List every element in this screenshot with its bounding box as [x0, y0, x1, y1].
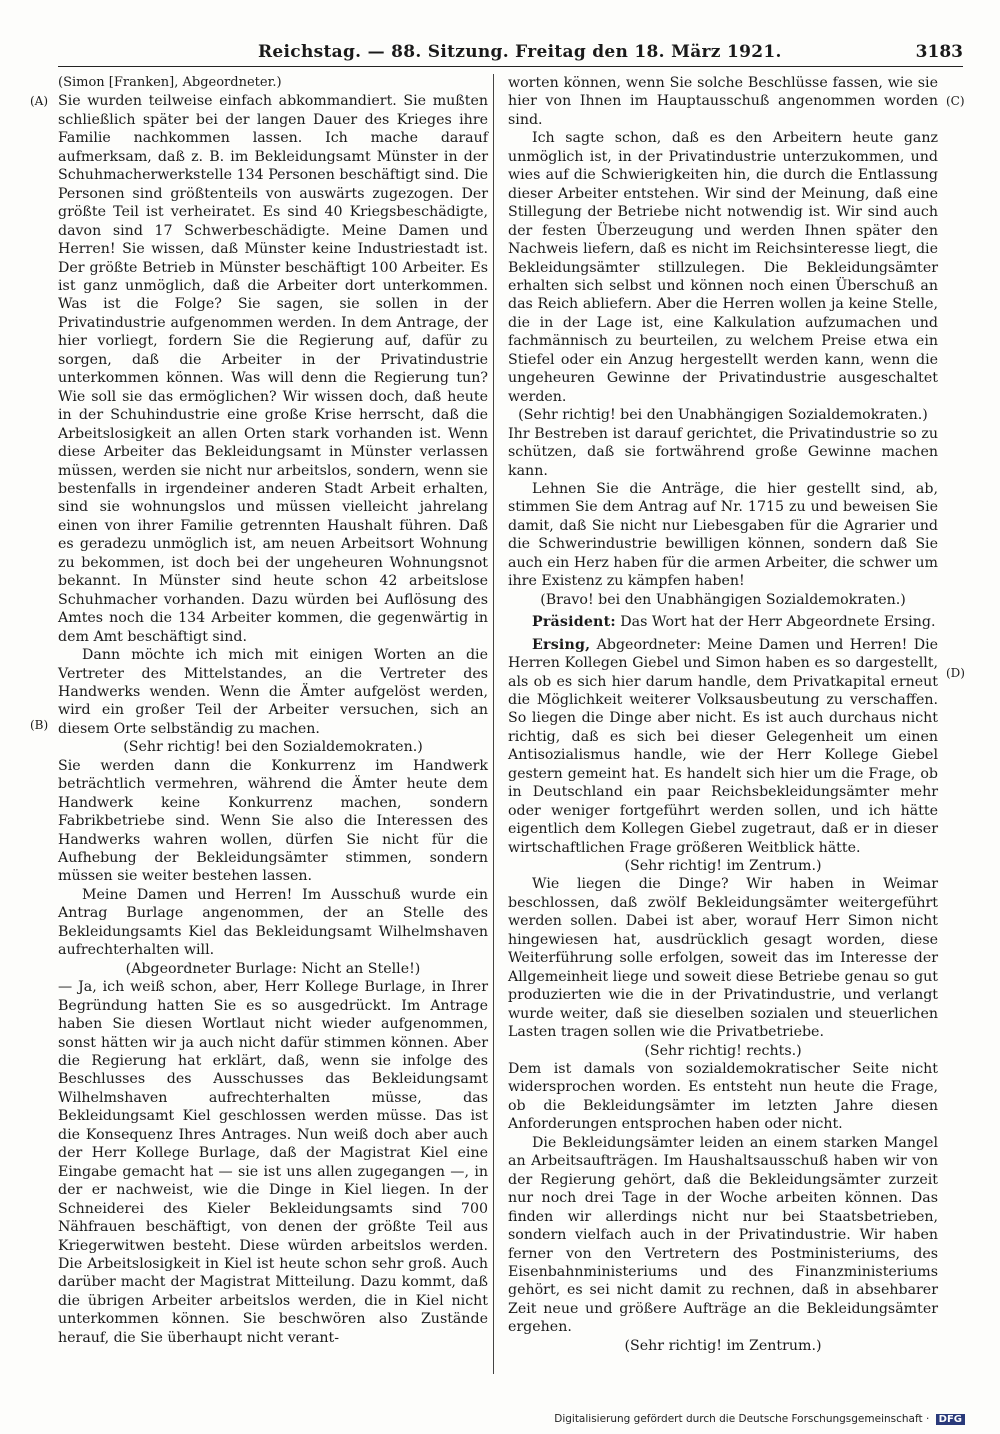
running-title: Reichstag. — 88. Sitzung. Freitag den 18. März 1921.	[258, 42, 782, 62]
paragraph: Meine Damen und Herren! Im Ausschuß wurde ein Antrag Burlage angenommen, der an Stelle des Bekleidungsamts Kiel das Bekleidungsamt Wilhelmshaven aufrechterhalten will.	[58, 886, 488, 959]
digitization-credit: Digitalisierung gefördert durch die Deutsche Forschungsgemeinschaft · DFG	[554, 1413, 965, 1425]
page-header	[58, 38, 963, 66]
paragraph: Dann möchte ich mich mit einigen Worten an die Vertreter des Mittelstandes, an die Vertreter des Handwerks wenden. Wenn die Ämter aufgelöst werden, wird ein großer Teil der Arbeiter versuchen, sich an diesem Orte selbständig zu machen.	[58, 647, 488, 737]
dfg-logo: DFG	[936, 1414, 965, 1425]
paragraph: Ich sagte schon, daß es den Arbeitern heute ganz unmöglich ist, in der Privatindustrie unterzukommen, und wies auf die Schwierigkeiten hin, die durch die Entlassung dieser Arbeiter entstehen. Wir sind der Meinung, daß eine Stillegung der Betriebe nicht notwendig ist. Wir sind auch der festen Überzeugung und werden Ihnen später den Nachweis liefern, daß es nicht im Reichsinteresse liegt, die Bekleidungsämter stillzulegen. Die Bekleidungsämter erhalten sich selbst und können noch einen Überschuß an das Reich abliefern. Aber die Herren wollen ja keine Stelle, die in der Lage ist, eine Kalkulation aufzumachen und fachmännisch zu beurteilen, zu welchem Preise etwa ein Stiefel oder ein Anzug hergestellt werden kann, wenn die ungeheuren Gewinne der Privatindustrie ausgeschaltet werden.	[508, 130, 938, 405]
left-column	[58, 74, 488, 1347]
paragraph: Dem ist damals von sozialdemokratischer Seite nicht widersprochen worden. Es entsteht nun heute die Frage, ob die Bekleidungsämter im letzten Jahre diesen Anforderungen entsprochen haben oder nicht.	[508, 1061, 938, 1133]
page-number: 3183	[915, 42, 963, 62]
statement-text: Das Wort hat der Herr Abgeordnete Ersing.	[620, 614, 936, 631]
president-statement	[508, 613, 938, 631]
interjection: (Sehr richtig! im Zentrum.)	[624, 858, 822, 875]
right-column	[508, 74, 938, 1355]
speaker-attribution: (Simon [Franken], Abgeordneter.)	[58, 75, 282, 90]
paragraph: Sie wurden teilweise einfach abkommandiert. Sie mußten schließlich später bei der langen Dauer des Krieges ihre Familie nachkommen lassen. Ich mache darauf aufmerksam, daß z. B. im Bekleidungsamt Münster in der Schuhmacherwerkstelle 134 Personen beschäftigt sind. Die Personen sind größtenteils von auswärts zugezogen. Der größte Teil ist verheiratet. Es sind 40 Kriegsbeschädigte, davon sind 17 Schwerbeschädigte. Meine Damen und Herren! Sie wissen, daß Münster keine Industriestadt ist. Der größte Betrieb in Münster beschäftigt 100 Arbeiter. Es ist ganz unmöglich, daß die Arbeiter dort unterkommen. Was ist die Folge? Sie sagen, sie sollen in der Privatindustrie aufgenommen werden. In dem Antrage, der hier vorliegt, fordern Sie die Regierung auf, dafür zu sorgen, daß die Arbeiter in der Privatindustrie unterkommen können. Was will denn die Regierung tun? Wie soll sie das ermöglichen? Wir wissen doch, daß heute in der Schuhindustrie eine große Krise herrscht, daß die Arbeitslosigkeit an allen Orten stark vorhanden ist. Wenn diese Arbeiter das Bekleidungsamt in Münster verlassen müssen, werden sie nicht nur arbeitslos, sondern, wenn sie bestenfalls in irgendeiner anderen Stadt Arbeit erhalten, sind sie wohnungslos und müssen vielleicht jahrelang einen von ihrer Familie getrennten Haushalt führen. Daß es geradezu unmöglich ist, am neuen Arbeitsort Wohnung zu bekommen, ist doch bei der ungeheuren Wohnungsnot bekannt. In Münster sind heute schon 42 arbeitslose Schuhmacher vorhanden. Dazu würden bei Auflösung des Amtes noch die 134 Arbeiter kommen, die gegenwärtig in dem Amt beschäftigt sind.	[58, 93, 488, 645]
interjection: (Bravo! bei den Unabhängigen Sozialdemokraten.)	[540, 591, 906, 608]
paragraph: worten können, wenn Sie solche Beschlüsse fassen, wie sie hier von Ihnen im Hauptausschuß angenommen worden sind.	[508, 75, 938, 128]
speaker-name: Ersing,	[532, 636, 591, 653]
paragraph: Lehnen Sie die Anträge, die hier gestellt sind, ab, stimmen Sie dem Antrag auf Nr. 1715 zu und beweisen Sie damit, daß Sie nicht nur Liebesgaben für die Agrarier und die Schwerindustrie bewilligen können, sondern daß Sie auch ein Herz haben für die armen Arbeiter, die schwer um ihre Existenz zu kämpfen haben!	[508, 480, 938, 590]
speech-start	[508, 636, 938, 857]
interjection: (Sehr richtig! bei den Unabhängigen Sozialdemokraten.)	[518, 407, 928, 424]
paragraph: Wie liegen die Dinge? Wir haben in Weimar beschlossen, daß zwölf Bekleidungsämter weitergeführt werden sollen. Dabei ist aber, worauf Herr Simon nicht hingewiesen hat, ausdrücklich gesagt worden, diese Weiterführung solle erfolgen, soweit das im Interesse der Allgemeinheit liege und soweit diese Betriebe genau so gut produzierten wie die in der Privatindustrie, und verlangt wurde weiter, daß sie dieselben sozialen und steuerlichen Lasten tragen sollen wie die Privatbetriebe.	[508, 876, 938, 1041]
column-divider	[493, 74, 494, 1374]
speaker-name: Präsident:	[532, 614, 616, 631]
interjection: (Sehr richtig! bei den Sozialdemokraten.)	[123, 739, 423, 756]
paragraph: Sie werden dann die Konkurrenz im Handwerk beträchtlich vermehren, während die Ämter heute dem Handwerk keine Konkurrenz machen, sondern Fabrikbetriebe sind. Wenn Sie also die Interessen des Handwerks wahren wollen, dürfen Sie nicht für die Aufhebung der Bekleidungsämter stimmen, sondern müssen sie weiter bestehen lassen.	[58, 757, 488, 885]
margin-marker-b: (B)	[30, 718, 49, 732]
interjection: (Sehr richtig! im Zentrum.)	[624, 1337, 822, 1354]
margin-marker-d: (D)	[946, 666, 965, 680]
header-rule	[58, 66, 963, 67]
margin-marker-a: (A)	[30, 94, 49, 108]
credit-text: Digitalisierung gefördert durch die Deutsche Forschungsgemeinschaft	[554, 1413, 923, 1425]
paragraph: Die Bekleidungsämter leiden an einem starken Mangel an Arbeitsaufträgen. Im Haushaltsausschuß haben wir von der Regierung gehört, daß die Bekleidungsämter zurzeit nur noch drei Tage in der Woche arbeiten können. Das finden wir allerdings nicht nur bei Staatsbetrieben, sondern vielfach auch in der Privatindustrie. Wir haben ferner von den Vertretern des Postministeriums, des Eisenbahnministeriums und des Finanzministeriums gehört, es sei nicht damit zu rechnen, daß in absehbarer Zeit neue und größere Aufträge an die Bekleidungsämter ergehen.	[508, 1134, 938, 1336]
interjection: (Sehr richtig! rechts.)	[644, 1042, 802, 1059]
paragraph: Ihr Bestreben ist darauf gerichtet, die Privatindustrie so zu schützen, daß sie fortwährend große Gewinne machen kann.	[508, 425, 938, 479]
margin-marker-c: (C)	[946, 94, 965, 108]
interjection: (Abgeordneter Burlage: Nicht an Stelle!)	[125, 960, 421, 977]
paragraph: — Ja, ich weiß schon, aber, Herr Kollege Burlage, in Ihrer Begründung hatten Sie es so ausgedrückt. Im Antrage haben Sie diesen Wortlaut nicht wieder aufgenommen, sonst hätten wir ja auch nicht dafür stimmen können. Aber die Regierung hat erklärt, daß, wenn sie infolge des Beschlusses des Ausschusses das Bekleidungsamt Wilhelmshaven aufrechterhalten müsse, das Bekleidungsamt Kiel geschlossen werden müsse. Das ist die Konsequenz Ihres Antrages. Nun weiß doch aber auch der Herr Kollege Burlage, daß der Magistrat Kiel eine Eingabe gemacht hat — sie ist uns allen zugegangen —, in der er nachweist, wie die Dinge in Kiel liegen. In der Schneiderei des Kieler Bekleidungsamts sind 700 Nähfrauen beschäftigt, von denen der größte Teil aus Kriegerwitwen besteht. Diese würden arbeitslos werden. Die Arbeitslosigkeit in Kiel ist heute schon sehr groß. Auch darüber macht der Magistrat Mitteilung. Dazu kommt, daß die übrigen Arbeiter arbeitslos werden, die in Kiel nicht unterkommen können. Sie beschwören also Zustände herauf, die Sie überhaupt nicht verant-	[58, 979, 488, 1346]
speech-text: Abgeordneter: Meine Damen und Herren! Die Herren Kollegen Giebel und Simon haben es so dargestellt, als ob es sich hier darum handle, dem Privatkapital erneut die Möglichkeit weiterer Volksausbeutung zu verschaffen. So liegen die Dinge aber nicht. Es ist auch durchaus nicht richtig, daß es sich bei dieser Gelegenheit um einen Antisozialismus handle, wie der Herr Kollege Giebel gestern gemeint hat. Es handelt sich hier um die Frage, ob in Deutschland ein paar Reichsbekleidungsämter mehr oder weniger fortgeführt werden sollen, und ich hätte eigentlich dem Kollegen Giebel zugetraut, daß er in dieser wirtschaftlichen Frage größeren Weitblick hätte.	[508, 636, 939, 856]
